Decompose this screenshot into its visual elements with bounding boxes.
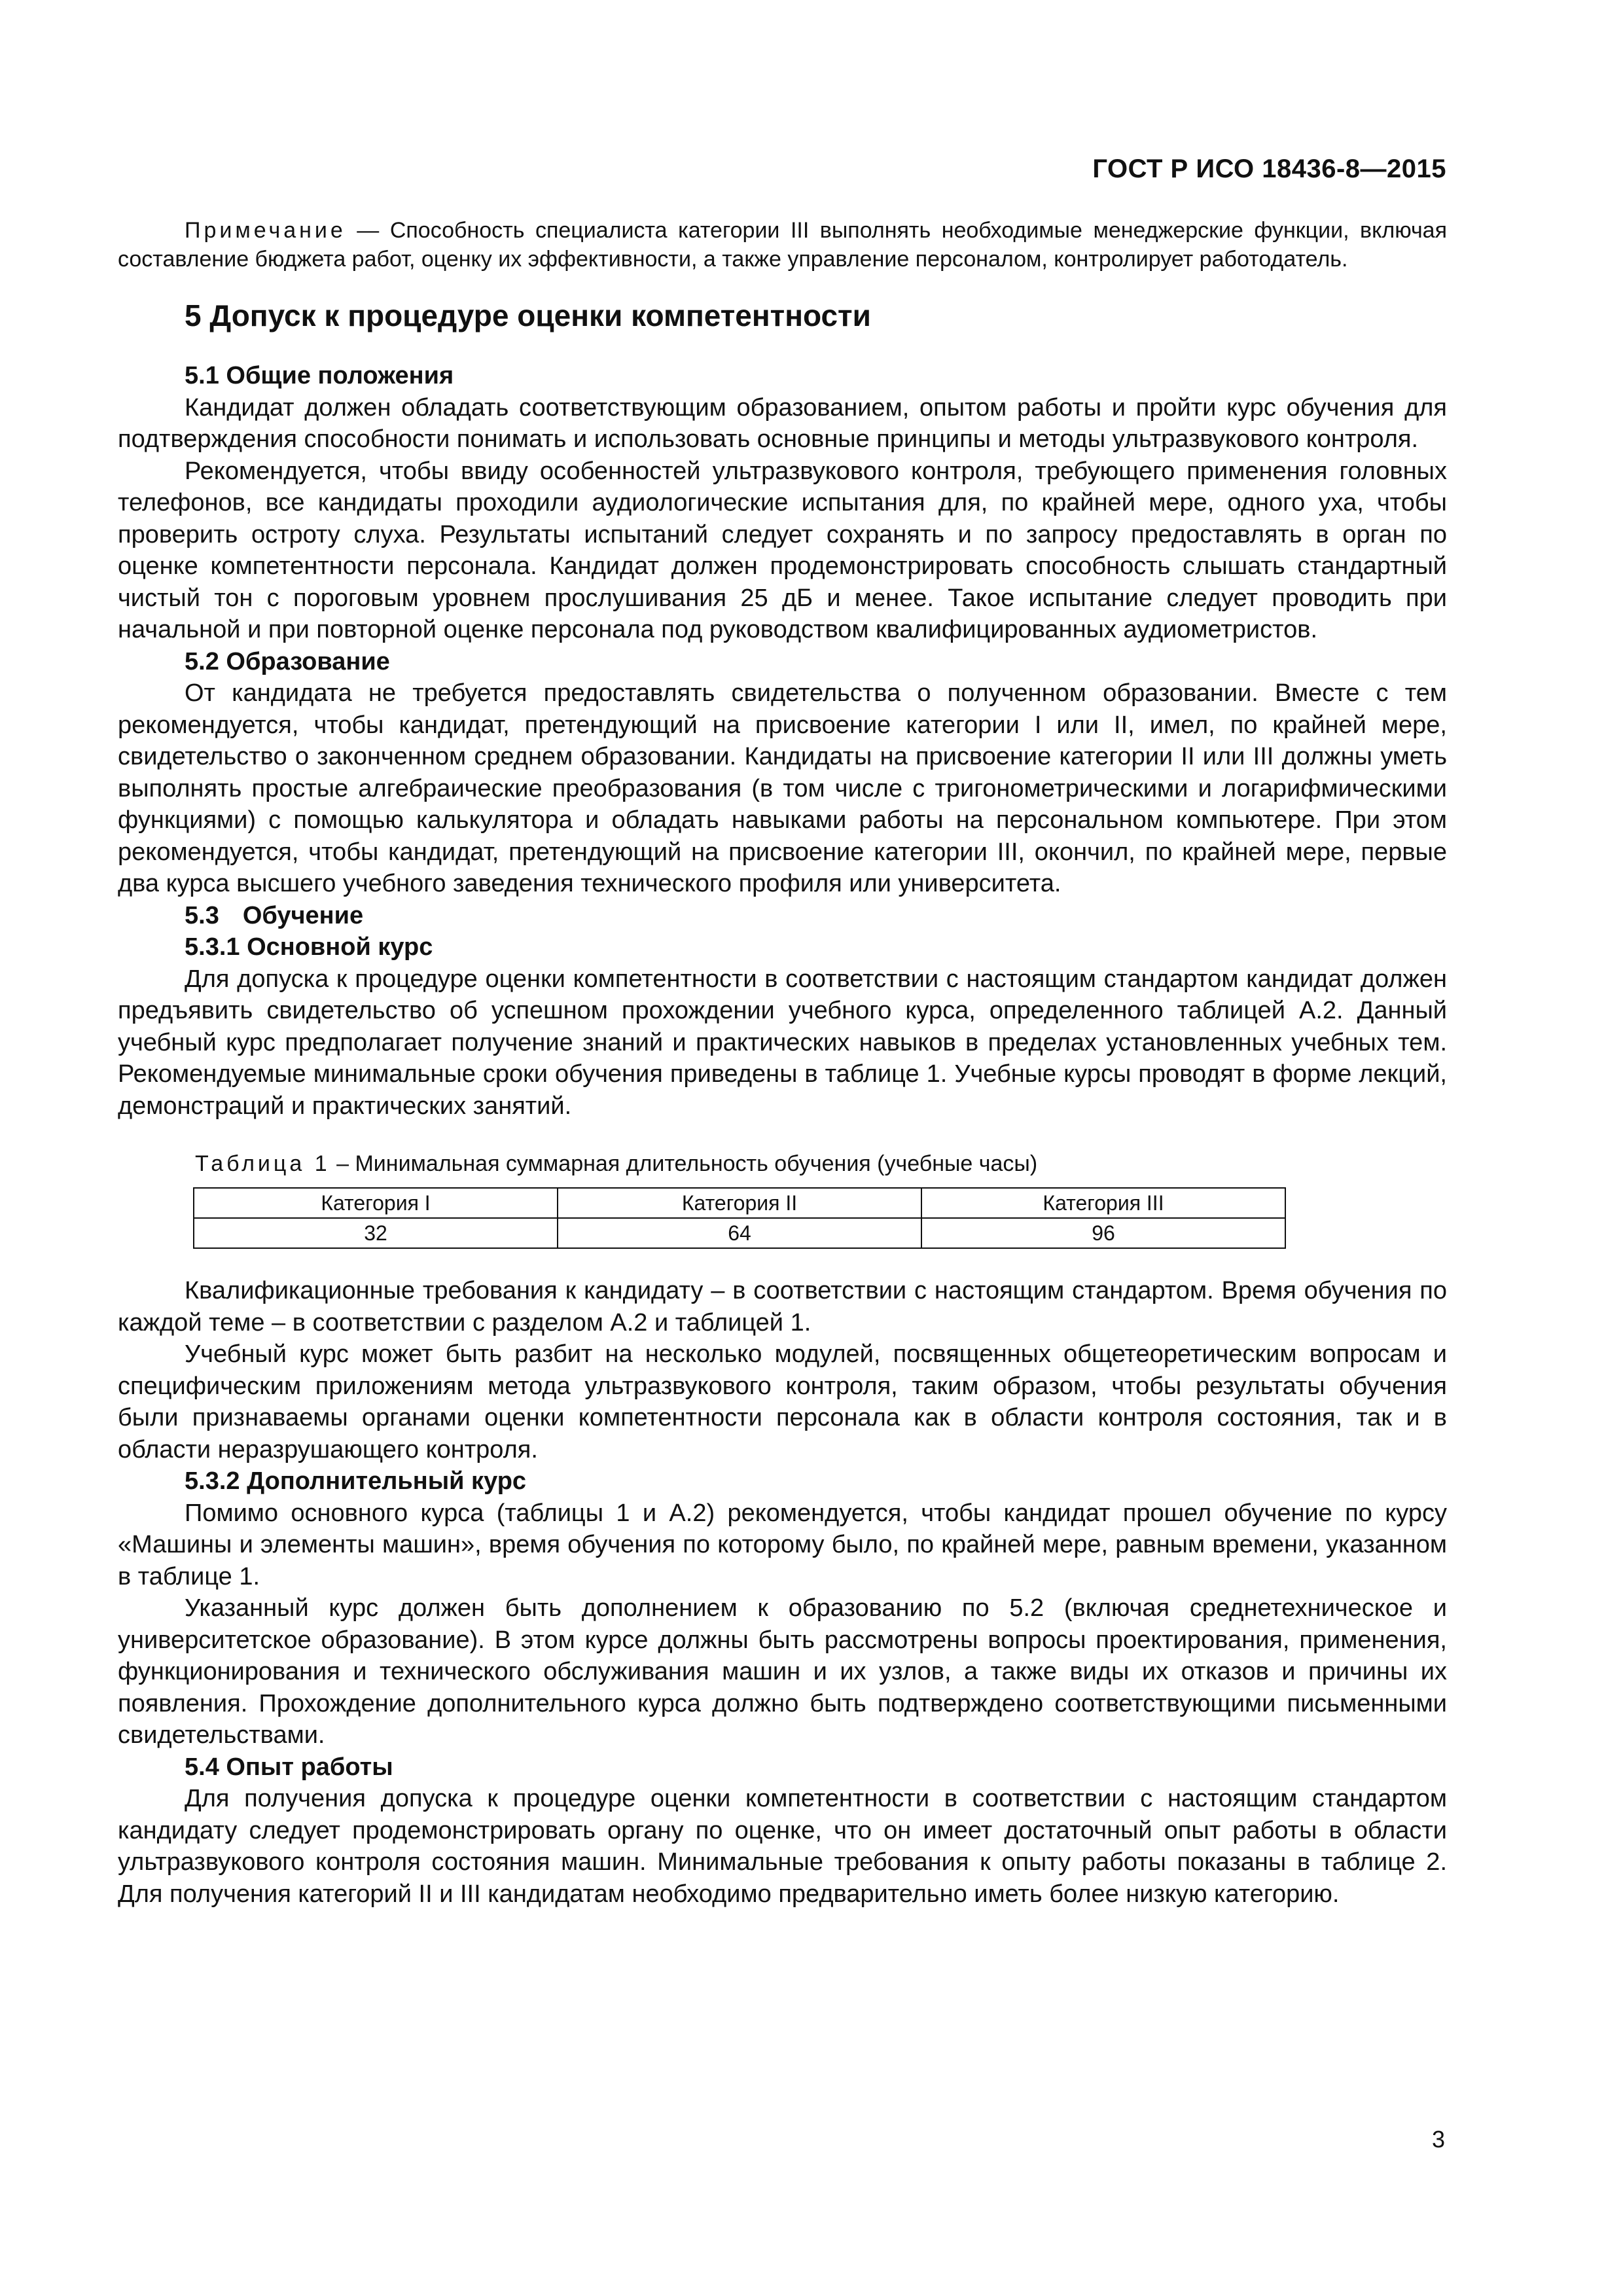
standard-designation: ГОСТ Р ИСО 18436-8—2015 xyxy=(1092,154,1446,183)
note-text: — Способность специалиста категории III выполнять необходимые менеджерские функции, включая составление бюджета работ, оценку их эффективности, а также управление персоналом, контролирует работодатель. xyxy=(118,218,1447,272)
table-cell: 64 xyxy=(558,1218,921,1248)
paragraph-after-table-b: Учебный курс может быть разбит на несколько модулей, посвященных общетеоретическим вопросам и специфическим приложениям метода ультразвукового контроля, таким образом, чтобы результаты обучения были признаваемы органами оценки компетентности персонала как в области контроля состояния, так и в области неразрушающего контроля. xyxy=(118,1340,1447,1463)
heading-5-4: 5.4 Опыт работы xyxy=(185,1753,393,1781)
heading-5-3-number: 5.3 xyxy=(185,901,219,929)
heading-5-1: 5.1 Общие положения xyxy=(185,362,454,389)
table-header-cell: Категория II xyxy=(558,1188,921,1218)
paragraph-5-3-2-a: Помимо основного курса (таблицы 1 и А.2) рекомендуется, чтобы кандидат прошел обучение по курсу «Машины и элементы машин», время обучения по которому было, по крайней мере, равным времени, указанном в таблице 1. xyxy=(118,1499,1447,1590)
section-title: 5 Допуск к процедуре оценки компетентности xyxy=(185,298,871,332)
table-row xyxy=(194,1218,1285,1248)
training-duration-table xyxy=(193,1187,1286,1249)
paragraph-5-1-a: Кандидат должен обладать соответствующим образованием, опытом работы и пройти курс обучения для подтверждения способности понимать и использовать основные принципы и методы ультразвукового контроля. xyxy=(118,393,1447,453)
heading-5-3-1: 5.3.1 Основной курс xyxy=(185,933,433,961)
note xyxy=(118,216,1447,274)
paragraph-5-3-1: Для допуска к процедуре оценки компетентности в соответствии с настоящим стандартом кандидат должен предъявить свидетельство об успешном прохождении учебного курса, определенного таблицей А.2. Данный учебный курс предполагает получение знаний и практических навыков в пределах установленных учебных тем. Рекомендуемые минимальные сроки обучения приведены в таблице 1. Учебные курсы проводят в форме лекций, демонстраций и практических занятий. xyxy=(118,965,1447,1120)
paragraph-5-4: Для получения допуска к процедуре оценки компетентности в соответствии с настоящим стандартом кандидату следует продемонстрировать органу по оценке, что он имеет достаточный опыт работы в области ультразвукового контроля состояния машин. Минимальные требования к опыту работы показаны в таблице 2. Для получения категорий II и III кандидатам необходимо предварительно иметь более низкую категорию. xyxy=(118,1785,1447,1908)
table-header-cell: Категория III xyxy=(921,1188,1285,1218)
table-cell: 96 xyxy=(921,1218,1285,1248)
table-header-row xyxy=(194,1188,1285,1218)
paragraph-5-2: От кандидата не требуется предоставлять свидетельства о полученном образовании. Вместе с тем рекомендуется, чтобы кандидат, претендующий на присвоение категории I или II, имел, по крайней мере, свидетельство о законченном среднем образовании. Кандидаты на присвоение категории II или III должны уметь выполнять простые алгебраические преобразования (в том числе с тригонометрическими и логарифмическими функциями) с помощью калькулятора и обладать навыками работы на персональном компьютере. При этом рекомендуется, чтобы кандидат, претендующий на присвоение категории III, окончил, по крайней мере, первые два курса высшего учебного заведения технического профиля или университета. xyxy=(118,679,1447,897)
table-title: – Минимальная суммарная длительность обучения (учебные часы) xyxy=(330,1151,1038,1176)
page-number: 3 xyxy=(1431,2126,1445,2153)
table-cell: 32 xyxy=(194,1218,558,1248)
paragraph-after-table-a: Квалификационные требования к кандидату – в соответствии с настоящим стандартом. Время обучения по каждой теме – в соответствии с разделом А.2 и таблицей 1. xyxy=(118,1277,1447,1336)
heading-5-2: 5.2 Образование xyxy=(185,647,390,675)
table-label: Таблица 1 xyxy=(195,1151,330,1176)
note-label: Примечание xyxy=(185,218,346,243)
document-body xyxy=(118,216,1447,1910)
heading-5-3 xyxy=(118,900,1447,932)
heading-5-3-title: Обучение xyxy=(242,901,364,929)
table-caption xyxy=(118,1149,1447,1178)
paragraph-5-3-2-b: Указанный курс должен быть дополнением к образованию по 5.2 (включая среднетехническое и университетское образование). В этом курсе должны быть рассмотрены вопросы проектирования, применения, функционирования и технического обслуживания машин и их узлов, а также виды их отказов и причины их появления. Прохождение дополнительного курса должно быть подтверждено соответствующими письменными свидетельствами. xyxy=(118,1594,1447,1749)
table-header-cell: Категория I xyxy=(194,1188,558,1218)
paragraph-5-1-b: Рекомендуется, чтобы ввиду особенностей ультразвукового контроля, требующего применения головных телефонов, все кандидаты проходили аудиологические испытания для, по крайней мере, одного уха, чтобы проверить остроту слуха. Результаты испытаний следует сохранять и по запросу предоставлять в орган по оценке компетентности персонала. Кандидат должен продемонстрировать способность слышать стандартный чистый тон с пороговым уровнем прослушивания 25 дБ и менее. Такое испытание следует проводить при начальной и при повторной оценке персонала под руководством квалифицированных аудиометристов. xyxy=(118,457,1447,643)
heading-5-3-2: 5.3.2 Дополнительный курс xyxy=(185,1467,527,1495)
